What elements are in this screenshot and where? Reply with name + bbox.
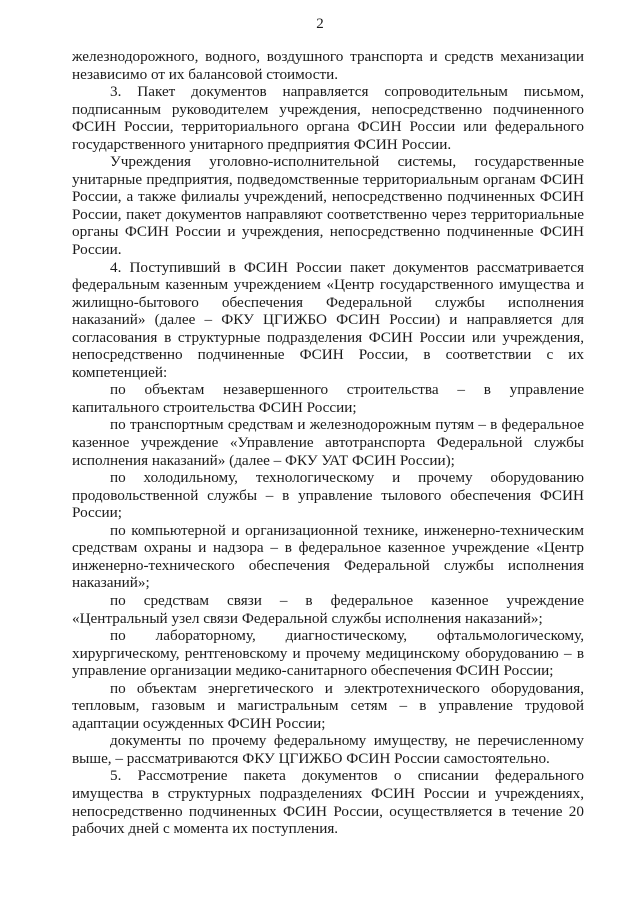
page-number: 2: [316, 16, 324, 32]
paragraph-3: 3. Пакет документов направляется сопроводительным письмом, подписанным руководителем учреждения, непосредственно подчиненного ФСИН России, территориального органа ФСИН России или федерального государственного унитарного предприятия ФСИН России.: [72, 83, 584, 153]
paragraph-continuation: железнодорожного, водного, воздушного транспорта и средств механизации независимо от их балансовой стоимости.: [72, 48, 584, 83]
list-item-medical: по лабораторному, диагностическому, офтальмологическому, хирургическому, рентгеновскому и прочему медицинскому оборудованию – в управление организации медико-санитарного обеспечения ФСИН России;: [72, 627, 584, 680]
paragraph-4: 4. Поступивший в ФСИН России пакет документов рассматривается федеральным казенным учреждением «Центр государственного имущества и жилищно-бытового обеспечения Федеральной службы исполнения наказаний» (далее – ФКУ ЦГИЖБО ФСИН России) и направляется для согласования в структурные подразделения ФСИН России или учреждения, непосредственно подчиненные ФСИН России, в соответствии с их компетенцией:: [72, 258, 584, 381]
list-item-refrigeration: по холодильному, технологическому и прочему оборудованию продовольственной службы – в управление тылового обеспечения ФСИН России;: [72, 469, 584, 522]
list-item-computers: по компьютерной и организационной технике, инженерно-техническим средствам охраны и надзора – в федеральное казенное учреждение «Центр инженерно-технического обеспечения Федеральной службы исполнения наказаний»;: [72, 521, 584, 592]
paragraph-5: 5. Рассмотрение пакета документов о списании федерального имущества в структурных подразделениях ФСИН России и учреждениях, непосредственно подчиненных ФСИН России, осуществляется в течение 20 рабочих дней с момента их поступления.: [72, 767, 584, 838]
list-item-transport: по транспортным средствам и железнодорожным путям – в федеральное казенное учреждение «Управление автотранспорта Федеральной службы исполнения наказаний» (далее – ФКУ УАТ ФСИН России);: [72, 416, 584, 469]
list-item-communications: по средствам связи – в федеральное казенное учреждение «Центральный узел связи Федеральной службы исполнения наказаний»;: [72, 591, 584, 627]
document-body: [72, 48, 584, 838]
list-item-construction: по объектам незавершенного строительства – в управление капитального строительства ФСИН России;: [72, 381, 584, 416]
list-item-energy: по объектам энергетического и электротехнического оборудования, тепловым, газовым и магистральным сетям – в управление трудовой адаптации осужденных ФСИН России;: [72, 679, 584, 732]
paragraph-uis-institutions: Учреждения уголовно-исполнительной системы, государственные унитарные предприятия, подведомственные территориальным органам ФСИН России, а также филиалы учреждений, непосредственно подчиненных ФСИН России, пакет документов направляют соответственно через территориальные органы ФСИН России и учреждения, непосредственно подчиненные ФСИН России.: [72, 153, 584, 259]
list-item-other-property: документы по прочему федеральному имуществу, не перечисленному выше, – рассматриваются ФКУ ЦГИЖБО ФСИН России самостоятельно.: [72, 732, 584, 767]
